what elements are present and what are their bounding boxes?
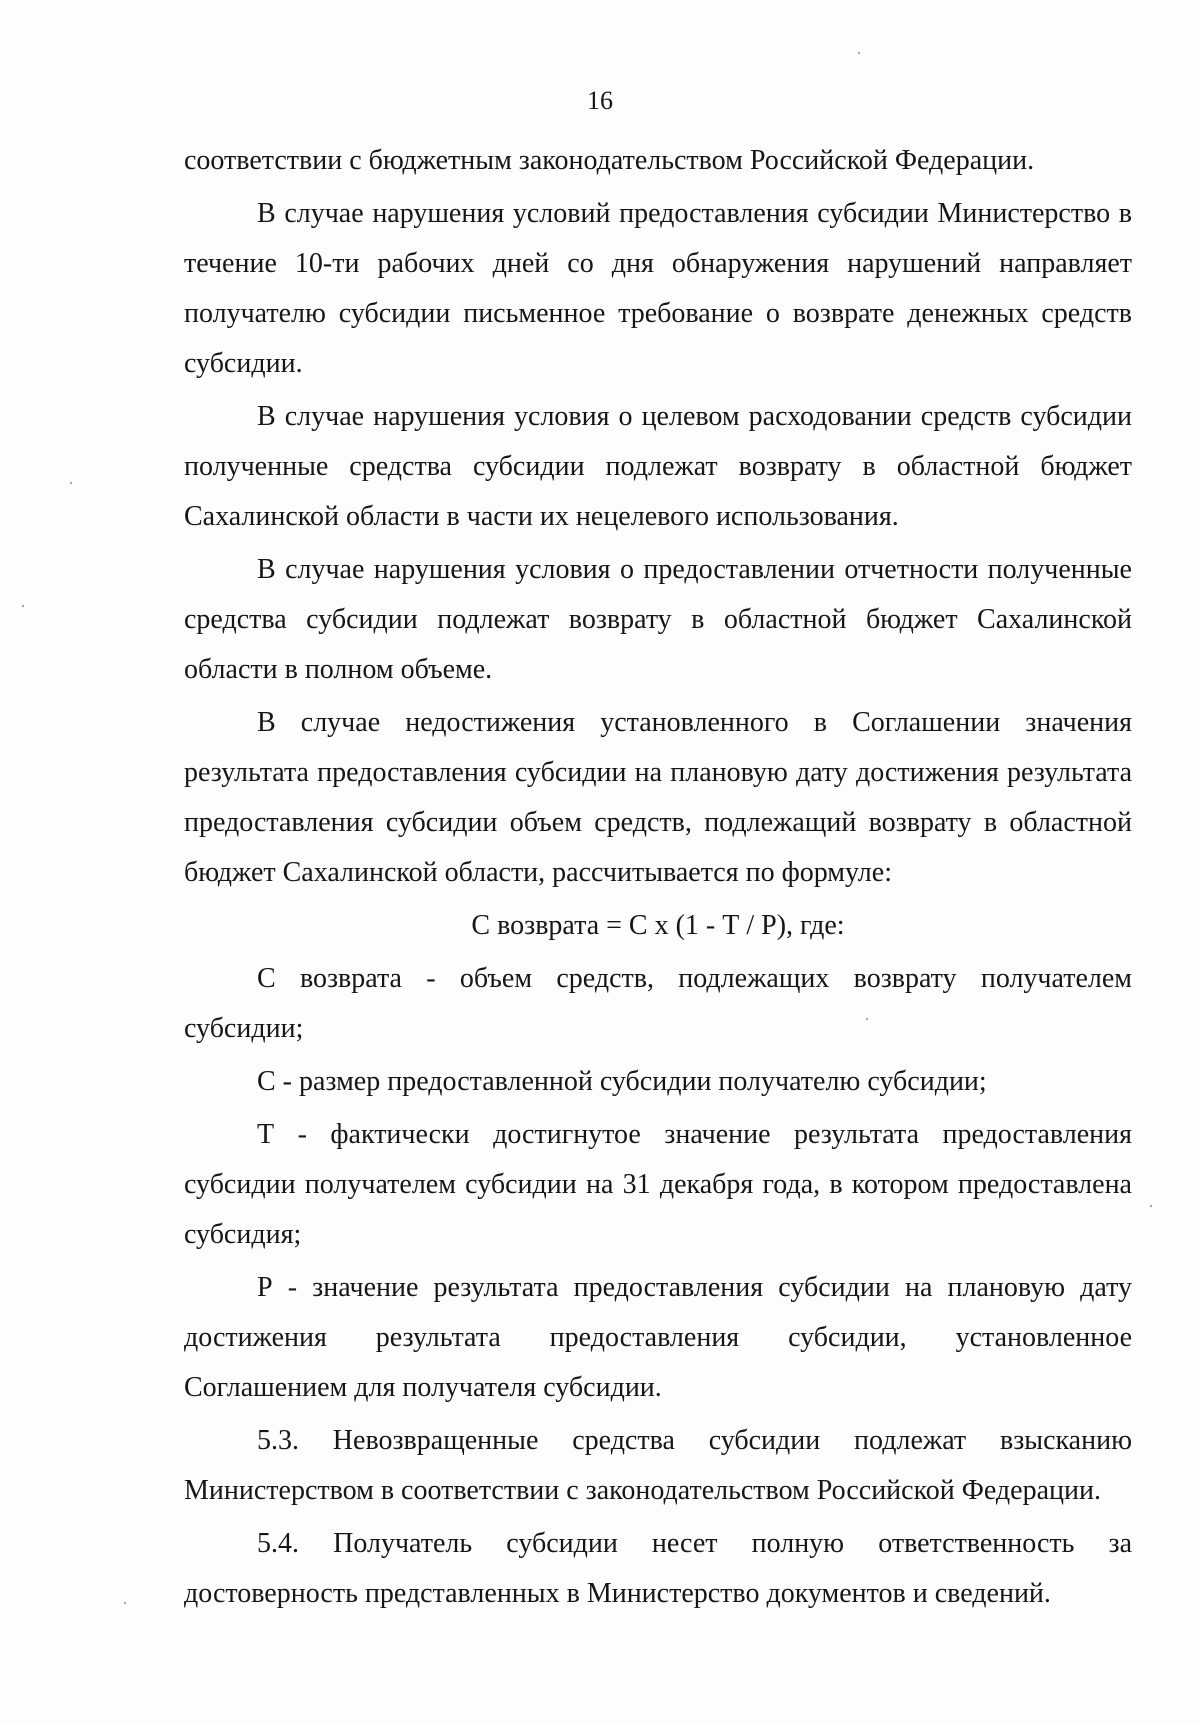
page-number: 16 (587, 86, 613, 115)
paragraph-reporting: В случае нарушения условия о предоставлении отчетности полученные средства субсидии подлежат возврату в областной бюджет Сахалинской области в полном объеме. (184, 554, 1132, 685)
scan-speck (22, 605, 24, 607)
scan-speck (70, 482, 72, 484)
scan-speck (124, 1602, 126, 1604)
scan-speck (1150, 1205, 1152, 1207)
scan-speck (858, 52, 860, 54)
refund-formula: С возврата = С x (1 - Т / Р), где: (471, 910, 845, 941)
paragraph-violation-notice: В случае нарушения условий предоставления субсидии Министерство в течение 10-ти рабочих дней со дня обнаружения нарушений направляет получателю субсидии письменное требование о возврате денежных средств субсидии. (184, 198, 1132, 379)
definition-p: Р - значение результата предоставления субсидии на плановую дату достижения результата предоставления субсидии, установленное Соглашением для получателя субсидии. (184, 1272, 1132, 1403)
paragraph-targeted-use: В случае нарушения условия о целевом расходовании средств субсидии полученные средства субсидии подлежат возврату в областной бюджет Сахалинской области в части их нецелевого использования. (184, 401, 1132, 532)
definition-c-refund: С возврата - объем средств, подлежащих возврату получателем субсидии; (184, 963, 1132, 1044)
document-body (184, 136, 1132, 1622)
clause-5-3: 5.3. Невозвращенные средства субсидии подлежат взысканию Министерством в соответствии с законодательством Российской Федерации. (184, 1425, 1132, 1506)
paragraph-continuation: соответствии с бюджетным законодательством Российской Федерации. (184, 145, 1035, 176)
definition-t: Т - фактически достигнутое значение результата предоставления субсидии получателем субсидии на 31 декабря года, в котором предоставлена субсидия; (184, 1119, 1132, 1250)
scan-speck (866, 1018, 868, 1020)
paragraph-result-shortfall: В случае недостижения установленного в Соглашении значения результата предоставления субсидии на плановую дату достижения результата предоставления субсидии объем средств, подлежащий возврату в областной бюджет Сахалинской области, рассчитывается по формуле: (184, 707, 1132, 888)
definition-c: С - размер предоставленной субсидии получателю субсидии; (257, 1066, 987, 1097)
clause-5-4: 5.4. Получатель субсидии несет полную ответственность за достоверность представленных в Министерство документов и сведений. (184, 1528, 1132, 1609)
